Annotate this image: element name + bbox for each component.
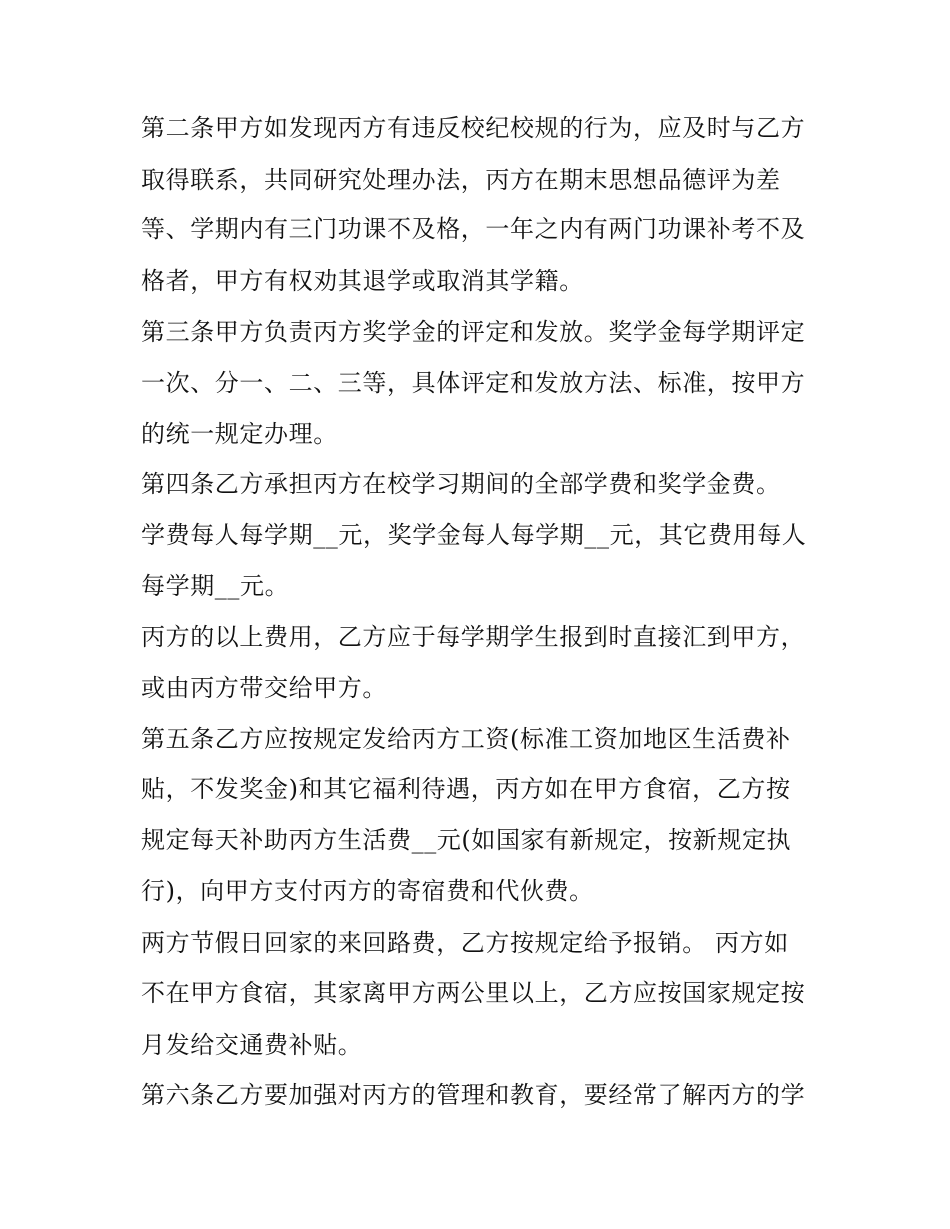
text-line: 贴，不发奖金)和其它福利待遇，丙方如在甲方食宿，乙方按 xyxy=(141,775,791,803)
text-line: 取得联系，共同研究处理办法，丙方在期末思想品德评为差 xyxy=(141,166,781,194)
text-line: 的统一规定办理。 xyxy=(141,420,338,448)
text-line: 第六条乙方要加强对丙方的管理和教育，要经常了解丙方的学 xyxy=(141,1081,806,1109)
text-line: 学费每人每学期__元，奖学金每人每学期__元，其它费用每人 xyxy=(141,521,807,549)
text-line: 规定每天补助丙方生活费__元(如国家有新规定，按新规定执 xyxy=(141,826,792,854)
text-line: 或由丙方带交给甲方。 xyxy=(141,674,387,702)
text-line: 等、学期内有三门功课不及格，一年之内有两门功课补考不及 xyxy=(141,215,806,243)
text-line: 丙方的以上费用，乙方应于每学期学生报到时直接汇到甲方， xyxy=(141,623,806,651)
text-line: 两方节假日回家的来回路费，乙方按规定给予报销。 丙方如 xyxy=(141,929,789,957)
text-line: 行)，向甲方支付丙方的寄宿费和代伙费。 xyxy=(141,877,594,905)
text-line: 第四条乙方承担丙方在校学习期间的全部学费和奖学金费。 xyxy=(141,470,781,498)
text-line: 第二条甲方如发现丙方有违反校纪校规的行为，应及时与乙方 xyxy=(141,114,806,142)
text-line: 第三条甲方负责丙方奖学金的评定和发放。奖学金每学期评定 xyxy=(141,318,806,346)
text-line: 每学期__元。 xyxy=(141,572,290,600)
text-line: 第五条乙方应按规定发给丙方工资(标准工资加地区生活费补 xyxy=(141,725,791,753)
text-line: 不在甲方食宿，其家离甲方两公里以上，乙方应按国家规定按 xyxy=(141,979,806,1007)
text-line: 一次、分一、二、三等，具体评定和发放方法、标准，按甲方 xyxy=(141,369,806,397)
text-line: 月发给交通费补贴。 xyxy=(141,1031,363,1059)
text-line: 格者，甲方有权劝其退学或取消其学籍。 xyxy=(141,267,584,295)
